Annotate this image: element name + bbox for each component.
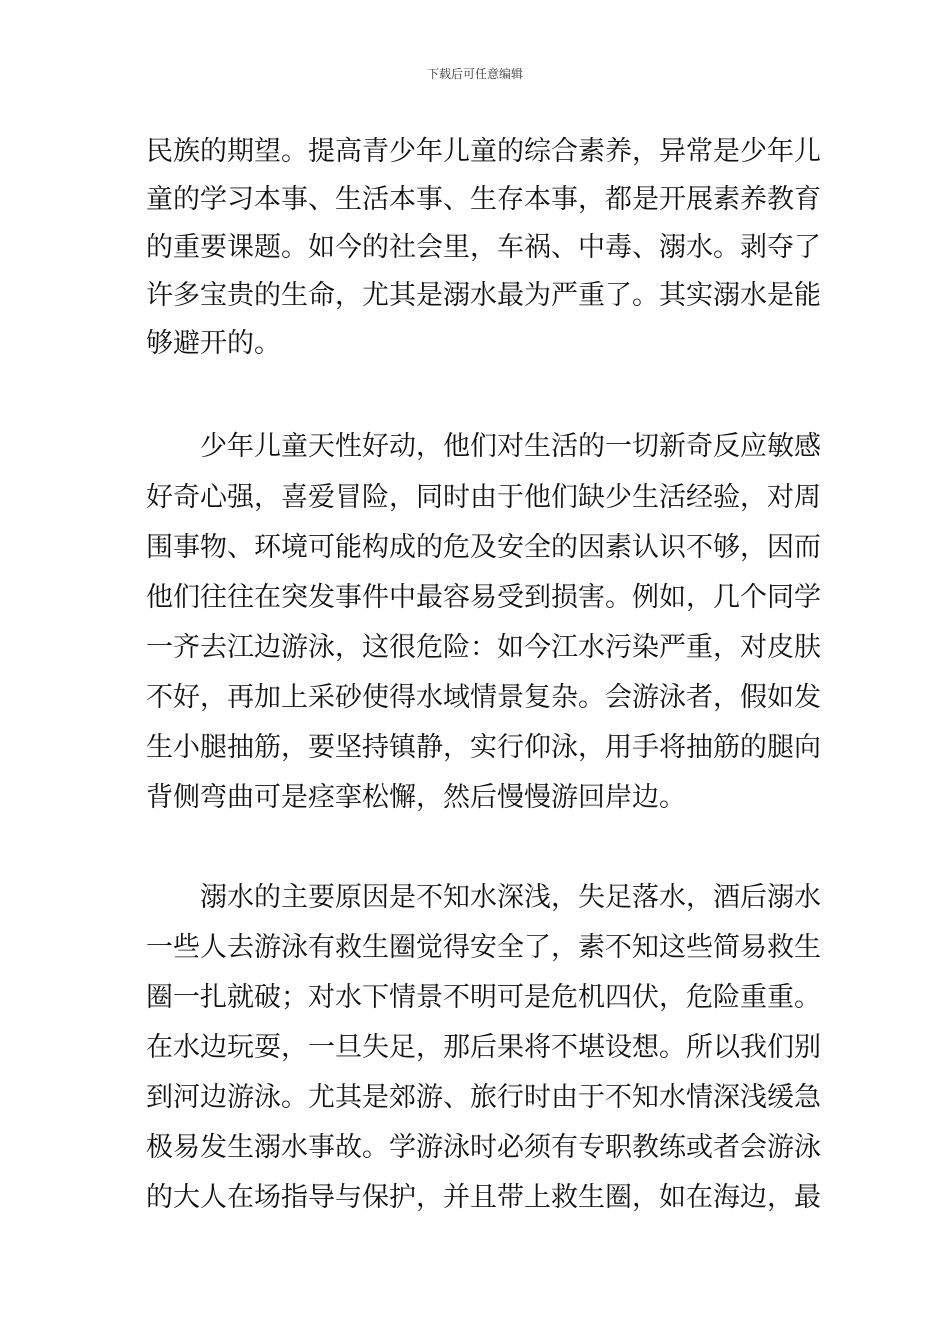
page-header: 下载后可任意编辑 xyxy=(426,67,523,81)
text-line: 生小腿抽筋，要坚持镇静，实行仰泳，用手将抽筋的腿向 xyxy=(146,732,821,763)
text-line: 童的学习本事、生活本事、生存本事，都是开展素养教育 xyxy=(146,184,821,215)
text-line: 民族的期望。提高青少年儿童的综合素养，异常是少年儿 xyxy=(146,136,821,167)
text-line: 的重要课题。如今的社会里，车祸、中毒、溺水。剥夺了 xyxy=(146,232,821,263)
text-line: 好奇心强，喜爱冒险，同时由于他们缺少生活经验，对周 xyxy=(146,482,821,513)
text-line: 到河边游泳。尤其是郊游、旅行时由于不知水情深浅缓急 xyxy=(146,1082,821,1113)
text-line: 一齐去江边游泳，这很危险：如今江水污染严重，对皮肤 xyxy=(146,632,821,663)
text-line: 够避开的。 xyxy=(146,328,281,359)
text-line: 不好，再加上采砂使得水域情景复杂。会游泳者，假如发 xyxy=(146,682,821,713)
text-line: 少年儿童天性好动，他们对生活的一切新奇反应敏感 xyxy=(200,431,821,462)
text-line: 圈一扎就破；对水下情景不明可是危机四伏，危险重重。 xyxy=(146,982,821,1013)
text-line: 围事物、环境可能构成的危及安全的因素认识不够，因而 xyxy=(146,532,821,563)
text-line: 溺水的主要原因是不知水深浅，失足落水，酒后溺水 xyxy=(200,882,821,913)
text-line: 许多宝贵的生命，尤其是溺水最为严重了。其实溺水是能 xyxy=(146,280,821,311)
text-line: 在水边玩耍，一旦失足，那后果将不堪设想。所以我们别 xyxy=(146,1032,821,1063)
text-line: 的大人在场指导与保护，并且带上救生圈，如在海边，最 xyxy=(146,1182,821,1213)
text-line: 极易发生溺水事故。学游泳时必须有专职教练或者会游泳 xyxy=(146,1132,821,1163)
text-line: 一些人去游泳有救生圈觉得安全了，素不知这些简易救生 xyxy=(146,932,821,963)
text-line: 背侧弯曲可是痉挛松懈，然后慢慢游回岸边。 xyxy=(146,782,686,813)
text-line: 他们往往在突发事件中最容易受到损害。例如，几个同学 xyxy=(146,582,821,613)
